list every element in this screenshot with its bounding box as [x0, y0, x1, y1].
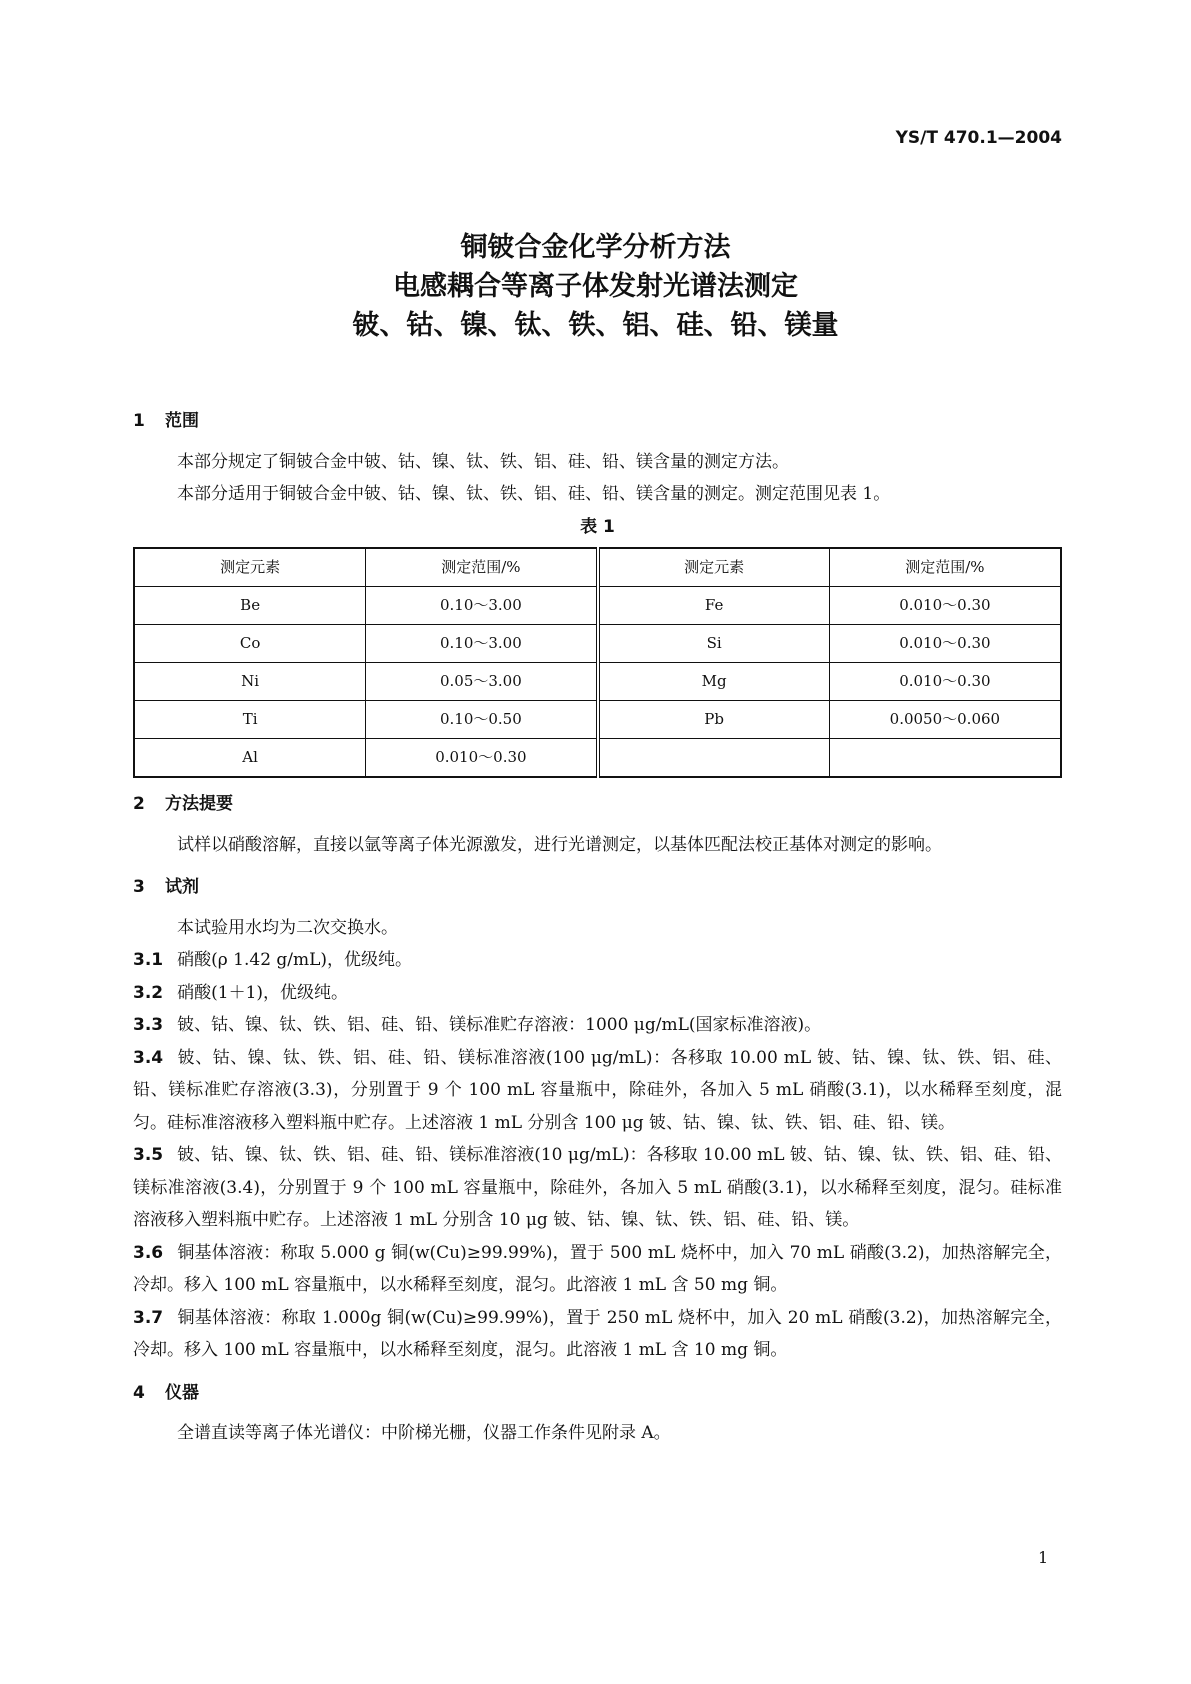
item-text: 硝酸(ρ 1.42 g/mL)，优级纯。: [177, 950, 413, 970]
item-text: 铜基体溶液：称取 5.000 g 铜(w(Cu)≥99.99%)，置于 500 mL 烧杯中，加入 70 mL 硝酸(3.2)，加热溶解完全，冷却。移入 100 mL 容量瓶中，以水稀释至刻度，混匀。此溶液 1 mL 含 50 mg 铜。: [133, 1242, 1062, 1295]
cell: Fe: [598, 587, 830, 625]
header-cell: 测定元素: [134, 548, 366, 587]
cell: 0.010～0.30: [366, 739, 598, 778]
cell: Al: [134, 739, 366, 778]
cell: Be: [134, 587, 366, 625]
cell: 0.010～0.30: [829, 663, 1061, 701]
cell: Ni: [134, 663, 366, 701]
section-number: 1: [133, 411, 145, 431]
section-heading: [133, 871, 1062, 904]
item-text: 硝酸(1＋1)，优级纯。: [177, 982, 349, 1003]
table-row: [134, 701, 1061, 739]
page-number: 1: [1038, 1548, 1049, 1567]
item-number: 3.2: [133, 982, 164, 1003]
paragraph: 全谱直读等离子体光谱仪：中阶梯光栅，仪器工作条件见附录 A。: [177, 1423, 671, 1443]
title-line: 铜铍合金化学分析方法: [460, 232, 731, 263]
cell: Mg: [598, 663, 830, 701]
paragraph: 本试验用水均为二次交换水。: [177, 917, 398, 938]
reagent-item: [133, 1009, 1062, 1042]
cell: Pb: [598, 701, 830, 739]
item-text: 铍、钴、镍、钛、铁、铝、硅、铅、镁标准溶液(10 μg/mL)：各移取 10.00 mL 铍、钴、镍、钛、铁、铝、硅、铅、镁标准溶液(3.4)，分别置于 9 个 100 mL 容量瓶中，除硅外，各加入 5 mL 硝酸(3.1)，以水稀释至刻度，混匀。硅标准溶液移入塑料瓶中贮存。上述溶液 1 mL 分别含 10 μg 铍、钴、镍、钛、铁、铝、硅、铅、镁。: [133, 1145, 1062, 1230]
reagent-item: [133, 944, 1062, 977]
item-number: 3.1: [133, 950, 164, 970]
section-title: 范围: [165, 411, 199, 431]
cell: [829, 739, 1061, 778]
paragraph: 本部分适用于铜铍合金中铍、钴、镍、钛、铁、铝、硅、铅、镁含量的测定。测定范围见表 1。: [177, 484, 891, 504]
header-cell: 测定元素: [598, 548, 830, 587]
cell: Ti: [134, 701, 366, 739]
table-header-row: [134, 548, 1061, 587]
section-heading: [133, 788, 1062, 821]
cell: Si: [598, 625, 830, 663]
cell: 0.010～0.30: [829, 587, 1061, 625]
standard-number: YS/T 470.1—2004: [895, 128, 1062, 148]
item-text: 铜基体溶液：称取 1.000g 铜(w(Cu)≥99.99%)，置于 250 mL 烧杯中，加入 20 mL 硝酸(3.2)，加热溶解完全，冷却。移入 100 mL 容量瓶中，以水稀释至刻度，混匀。此溶液 1 mL 含 10 mg 铜。: [133, 1307, 1062, 1360]
item-number: 3.5: [133, 1145, 164, 1165]
table-row: [134, 625, 1061, 663]
cell: Co: [134, 625, 366, 663]
table-caption: 表 1: [580, 516, 615, 537]
title-line: 电感耦合等离子体发射光谱法测定: [393, 271, 798, 302]
section-number: 4: [133, 1382, 145, 1403]
document-title: [0, 228, 1191, 345]
cell: 0.10～3.00: [366, 587, 598, 625]
range-table: [133, 547, 1062, 778]
section-number: 2: [133, 794, 145, 814]
paragraph: 试样以硝酸溶解，直接以氩等离子体光源激发，进行光谱测定，以基体匹配法校正基体对测定的影响。: [177, 834, 942, 855]
table-row: [134, 739, 1061, 778]
cell: [598, 739, 830, 778]
table-row: [134, 663, 1061, 701]
section-heading: [133, 1377, 1062, 1410]
reagent-item: [133, 977, 1062, 1010]
reagent-item: [133, 1237, 1062, 1302]
cell: 0.10～0.50: [366, 701, 598, 739]
section-title: 试剂: [165, 877, 199, 897]
table-row: [134, 587, 1061, 625]
title-line: 铍、钴、镍、钛、铁、铝、硅、铅、镁量: [352, 310, 839, 341]
item-text: 铍、钴、镍、钛、铁、铝、硅、铅、镁标准贮存溶液：1000 μg/mL(国家标准溶液)。: [177, 1015, 822, 1035]
item-text: 铍、钴、镍、钛、铁、铝、硅、铅、镁标准溶液(100 μg/mL)：各移取 10.00 mL 铍、钴、镍、钛、铁、铝、硅、铅、镁标准贮存溶液(3.3)，分别置于 9 个 100 mL 容量瓶中，除硅外，各加入 5 mL 硝酸(3.1)，以水稀释至刻度，混匀。硅标准溶液移入塑料瓶中贮存。上述溶液 1 mL 分别含 100 μg 铍、钴、镍、钛、铁、铝、硅、铅、镁。: [133, 1047, 1062, 1133]
cell: 0.10～3.00: [366, 625, 598, 663]
header-cell: 测定范围/%: [829, 548, 1061, 587]
item-number: 3.4: [133, 1047, 164, 1068]
item-number: 3.3: [133, 1015, 164, 1035]
cell: 0.010～0.30: [829, 625, 1061, 663]
section-number: 3: [133, 877, 145, 897]
section-heading: [133, 405, 1062, 438]
reagent-item: [133, 1139, 1062, 1237]
cell: 0.05～3.00: [366, 663, 598, 701]
reagent-item: [133, 1302, 1062, 1367]
cell: 0.0050～0.060: [829, 701, 1061, 739]
item-number: 3.7: [133, 1307, 164, 1328]
section-title: 方法提要: [165, 794, 233, 814]
header-cell: 测定范围/%: [366, 548, 598, 587]
reagent-item: [133, 1042, 1062, 1140]
section-title: 仪器: [165, 1382, 199, 1403]
item-number: 3.6: [133, 1242, 164, 1263]
document-body: [133, 395, 1062, 1450]
paragraph: 本部分规定了铜铍合金中铍、钴、镍、钛、铁、铝、硅、铅、镁含量的测定方法。: [177, 451, 789, 472]
